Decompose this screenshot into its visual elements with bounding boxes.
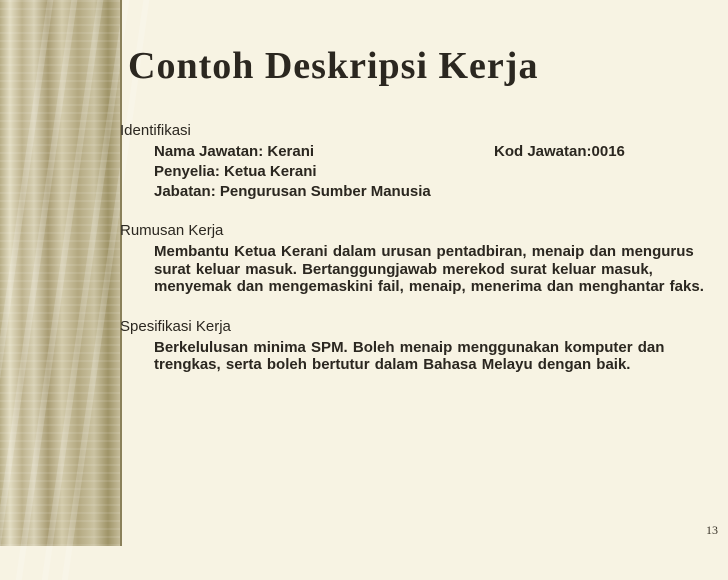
section-heading: Spesifikasi Kerja — [120, 317, 231, 335]
penyelia: Penyelia: Ketua Kerani — [154, 163, 317, 180]
section-identifikasi — [116, 122, 716, 200]
nama-jawatan: Nama Jawatan: Kerani — [154, 143, 315, 160]
jabatan: Jabatan: Pengurusan Sumber Manusia — [154, 183, 431, 200]
slide-title: Contoh Deskripsi Kerja — [128, 45, 539, 87]
kod-jawatan: Kod Jawatan:0016 — [494, 143, 625, 160]
decorative-side-band — [0, 0, 120, 546]
section-heading: Identifikasi — [120, 122, 191, 139]
job-title-row — [154, 143, 716, 160]
rumusan-text: Membantu Ketua Kerani dalam urusan pentadbiran, menaip dan mengurus surat keluar masuk. Bertanggungjawab merekod surat keluar masuk, menyemak dan mengemaskini fail, menaip, menerima dan menghantar faks. — [154, 243, 704, 295]
spesifikasi-text: Berkelulusan minima SPM. Boleh menaip menggunakan komputer dan trengkas, serta boleh bertutur dalam Bahasa Melayu dengan baik. — [154, 338, 665, 373]
slide-content — [116, 122, 716, 396]
section-heading: Rumusan Kerja — [120, 222, 224, 239]
page-number: 13 — [706, 523, 718, 537]
section-rumusan-kerja — [116, 222, 716, 296]
section-spesifikasi-kerja — [116, 318, 716, 374]
